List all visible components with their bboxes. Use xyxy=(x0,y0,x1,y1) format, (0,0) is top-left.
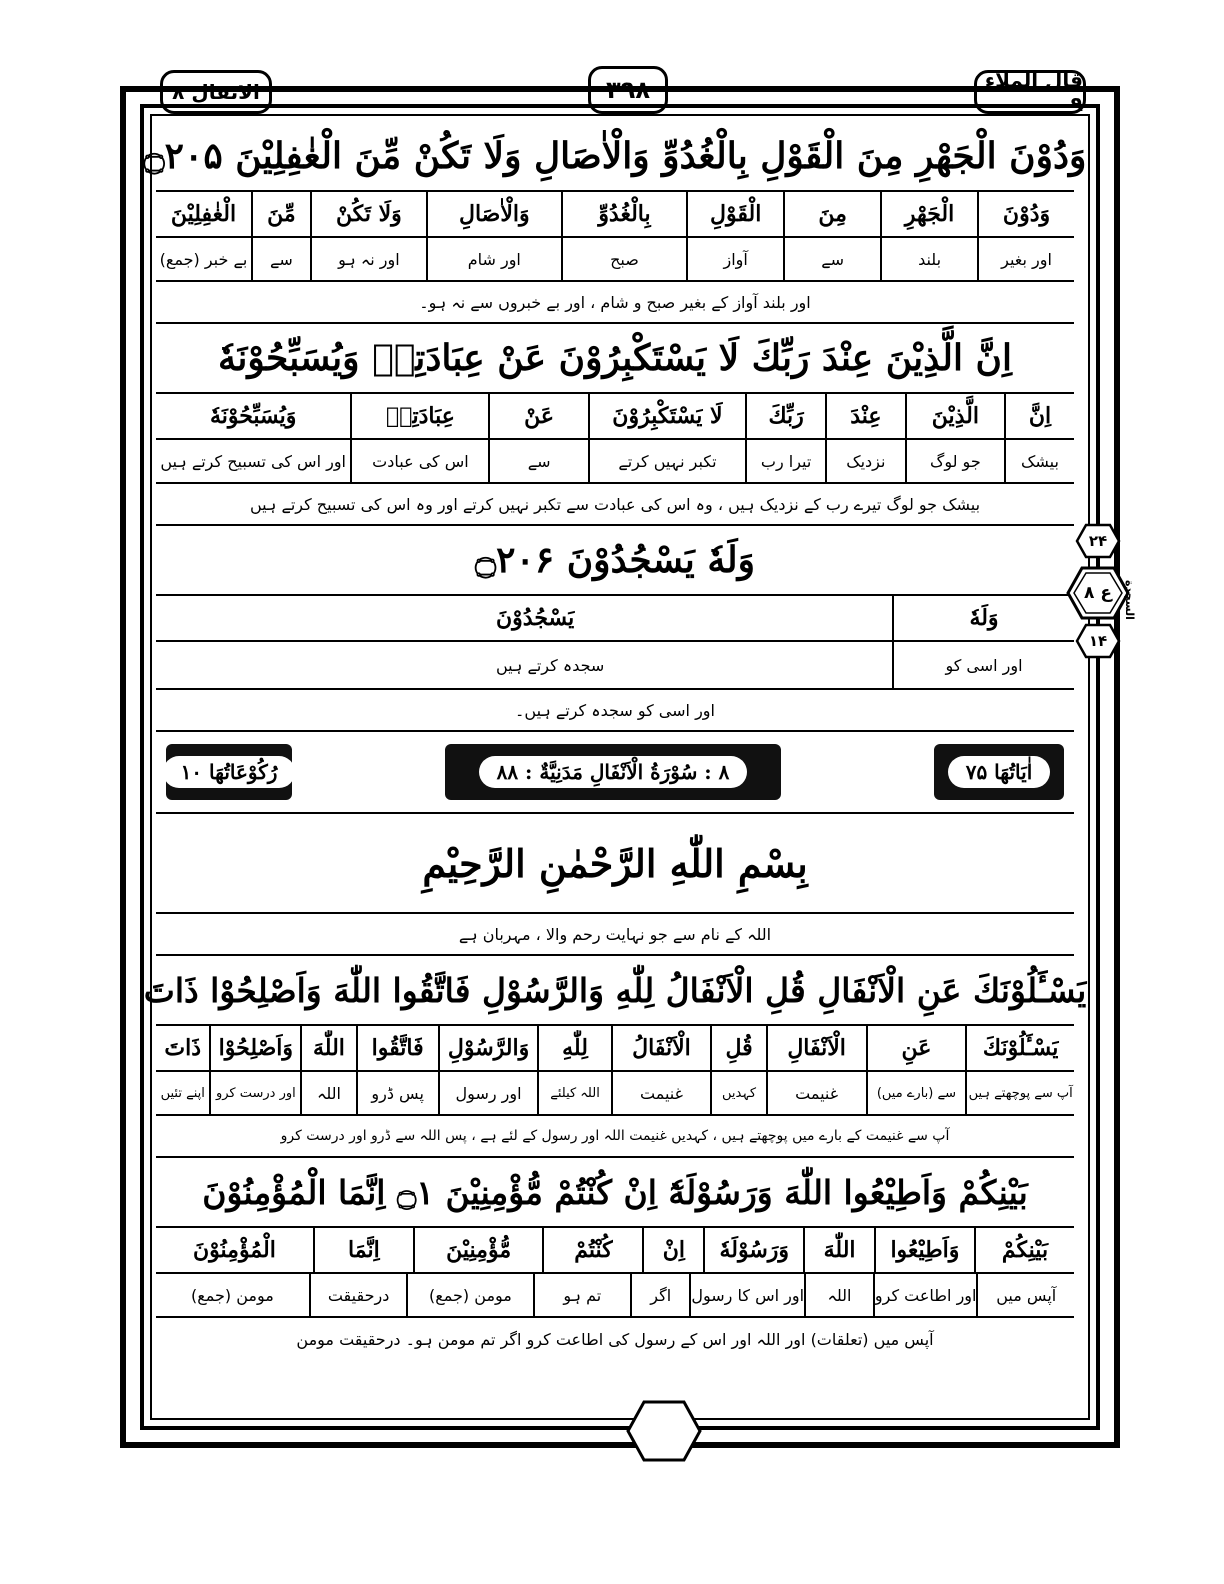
word-cell: اللّٰهَ xyxy=(300,1026,355,1070)
word-cell: اِنْ xyxy=(642,1228,703,1272)
surah-title-banner: ۸ : سُوْرَةُ الْاَنْفَالِ مَدَنِيَّةٌ : ۸۸ xyxy=(445,744,781,800)
meaning-cell: اور شام xyxy=(426,238,561,280)
word-cell: عَنِ xyxy=(866,1026,966,1070)
surah-banner-row xyxy=(156,732,1074,814)
meaning-cell: درحقیقت xyxy=(309,1274,407,1316)
meaning-cell: اس کی عبادت xyxy=(350,440,488,482)
meaning-cell: نزدیک xyxy=(825,440,905,482)
word-cell: مِنَ xyxy=(783,192,880,236)
meaning-cell: تم ہو xyxy=(533,1274,631,1316)
word-cell: اِنَّمَا xyxy=(313,1228,413,1272)
word-cell: وَاَطِيْعُوا xyxy=(874,1228,974,1272)
meaning-row xyxy=(156,1072,1074,1116)
word-cell: بَيْنِكُمْ xyxy=(974,1228,1074,1272)
word-cell: فَاتَّقُوا xyxy=(356,1026,438,1070)
meaning-row xyxy=(156,642,1074,690)
meaning-cell: بے خبر (جمع) xyxy=(159,249,248,269)
meaning-cell: تیرا رب xyxy=(745,440,825,482)
meaning-cell: آواز xyxy=(686,238,783,280)
word-cell: الَّذِيْنَ xyxy=(905,394,1004,438)
verse-line: وَدُوْنَ الْجَهْرِ مِنَ الْقَوْلِ بِالْغُدُوِّ وَالْاٰصَالِ وَلَا تَكُنْ مِّنَ الْغٰفِلِيْنَ ۝۲۰۵ xyxy=(156,122,1074,192)
verse-line: بَيْنِكُمْ وَاَطِيْعُوا اللّٰهَ وَرَسُوْلَهٗٓ اِنْ كُنْتُمْ مُّؤْمِنِيْنَ ۝۱ اِنَّمَا الْمُؤْمِنُوْنَ xyxy=(156,1158,1074,1228)
ayat-count-banner: اٰيَاتُهَا ۷۵ xyxy=(934,744,1064,800)
meaning-row xyxy=(156,238,1074,282)
word-row xyxy=(156,394,1074,440)
meaning-cell: اور نہ ہو xyxy=(310,238,426,280)
ruku-count-banner: رُكُوْعَاتُهَا ۱۰ xyxy=(166,744,292,800)
translation-line: اور اسی کو سجدہ کرتے ہیں۔ xyxy=(156,690,1074,732)
meaning-cell: سے xyxy=(783,238,880,280)
sajda-marker: السجدة xyxy=(1123,580,1136,620)
word-cell: الْاَنْفَالُ xyxy=(611,1026,711,1070)
word-cell: عِنْدَ xyxy=(825,394,905,438)
meaning-cell: آپس میں xyxy=(976,1274,1074,1316)
word-cell: وَلَهٗ xyxy=(892,596,1074,640)
page-content xyxy=(143,122,1087,1360)
word-cell: الْقَوْلِ xyxy=(686,192,783,236)
meaning-cell: اللہ xyxy=(804,1274,873,1316)
margin-number-top: ۲۴ xyxy=(1076,524,1120,558)
word-cell: بِالْغُدُوِّ xyxy=(561,192,686,236)
word-cell: الْجَهْرِ xyxy=(880,192,977,236)
meaning-cell: صبح xyxy=(561,238,686,280)
word-cell: وَيُسَبِّحُوْنَهٗ xyxy=(209,403,297,429)
meaning-cell: پس ڈرو xyxy=(356,1072,438,1114)
word-cell: الْاَنْفَالِ xyxy=(766,1026,866,1070)
word-row xyxy=(156,596,1074,642)
bismillah-translation: اللہ کے نام سے جو نہایت رحم والا ، مہربان ہے xyxy=(156,914,1074,956)
bismillah: بِسْمِ اللّٰهِ الرَّحْمٰنِ الرَّحِيْمِ xyxy=(156,814,1074,914)
word-cell: عِبَادَتِهٖ xyxy=(350,394,488,438)
meaning-cell: اللہ xyxy=(300,1072,355,1114)
word-cell: اِنَّ xyxy=(1004,394,1074,438)
translation-line: بیشک جو لوگ تیرے رب کے نزدیک ہیں ، وہ اس کی عبادت سے تکبر نہیں کرتے اور وہ اس کی تسبیح کرتے ہیں xyxy=(156,484,1074,526)
word-cell: كُنْتُمْ xyxy=(542,1228,642,1272)
word-cell: عَنْ xyxy=(488,394,587,438)
word-cell: اللّٰهَ xyxy=(803,1228,874,1272)
verse-line: يَسْـَٔلُوْنَكَ عَنِ الْاَنْفَالِ قُلِ الْاَنْفَالُ لِلّٰهِ وَالرَّسُوْلِ فَاتَّقُوا اللّٰهَ وَاَصْلِحُوْا ذَاتَ xyxy=(156,956,1074,1026)
word-cell: مِّنَ xyxy=(251,192,310,236)
verse-line: اِنَّ الَّذِيْنَ عِنْدَ رَبِّكَ لَا يَسْتَكْبِرُوْنَ عَنْ عِبَادَتِهٖ وَيُسَبِّحُوْنَهٗ xyxy=(156,324,1074,394)
word-cell: لِلّٰهِ xyxy=(537,1026,610,1070)
header-juz-name: قال الملاء ۹ xyxy=(974,70,1086,114)
word-cell: لَا يَسْتَكْبِرُوْنَ xyxy=(588,394,746,438)
header-surah-name: الانفال ۸ xyxy=(160,70,272,114)
meaning-cell: مومن (جمع) xyxy=(190,1285,274,1305)
meaning-row xyxy=(156,440,1074,484)
word-cell: وَرَسُوْلَهٗ xyxy=(703,1228,803,1272)
margin-number-bottom: ۱۴ xyxy=(1076,624,1120,658)
word-cell: وَاَصْلِحُوْا xyxy=(209,1026,300,1070)
meaning-cell: تکبر نہیں کرتے xyxy=(588,440,746,482)
word-cell: مُّؤْمِنِيْنَ xyxy=(413,1228,542,1272)
word-cell: وَالرَّسُوْلِ xyxy=(438,1026,538,1070)
meaning-cell: آپ سے پوچھتے ہیں xyxy=(965,1072,1074,1114)
meaning-cell: سے xyxy=(251,238,310,280)
word-cell: يَسْـَٔلُوْنَكَ xyxy=(965,1026,1074,1070)
meaning-cell: اور اس کی تسبیح کرتے ہیں xyxy=(160,451,346,471)
word-cell: وَالْاٰصَالِ xyxy=(426,192,561,236)
meaning-cell: سے (بارے میں) xyxy=(866,1072,966,1114)
word-cell: الْغٰفِلِيْنَ xyxy=(170,201,237,227)
meaning-cell: غنیمت xyxy=(766,1072,866,1114)
word-row xyxy=(156,1228,1074,1274)
word-row xyxy=(156,192,1074,238)
word-row xyxy=(156,1026,1074,1072)
meaning-cell: اور درست کرو xyxy=(209,1072,300,1114)
meaning-cell: اور اس کا رسول xyxy=(689,1274,804,1316)
meaning-cell: اور اطاعت کرو xyxy=(873,1274,977,1316)
bottom-hexagon-ornament xyxy=(626,1400,702,1462)
meaning-cell: سے xyxy=(488,440,587,482)
meaning-cell: بیشک xyxy=(1004,440,1074,482)
word-cell: وَدُوْنَ xyxy=(977,192,1074,236)
translation-line: آپ سے غنیمت کے بارے میں پوچھتے ہیں ، کہدیں غنیمت اللہ اور رسول کے لئے ہے ، پس اللہ سے ڈرو اور درست کرو xyxy=(156,1116,1074,1158)
verse-line: وَلَهٗ يَسْجُدُوْنَ ۝۲۰۶ xyxy=(156,526,1074,596)
meaning-row xyxy=(156,1274,1074,1318)
meaning-cell: غنیمت xyxy=(611,1072,711,1114)
meaning-cell: اور اسی کو xyxy=(892,642,1074,688)
meaning-cell: مومن (جمع) xyxy=(406,1274,532,1316)
word-cell: يَسْجُدُوْنَ xyxy=(496,605,575,631)
meaning-cell: اپنے تئیں xyxy=(160,1085,205,1101)
translation-line: اور بلند آواز کے بغیر صبح و شام ، اور بے خبروں سے نہ ہو۔ xyxy=(156,282,1074,324)
word-cell: رَبِّكَ xyxy=(745,394,825,438)
word-cell: وَلَا تَكُنْ xyxy=(310,192,426,236)
meaning-cell: جو لوگ xyxy=(905,440,1004,482)
meaning-cell: اور رسول xyxy=(438,1072,538,1114)
meaning-cell: اللہ کیلئے xyxy=(537,1072,610,1114)
ruku-marker: ع ۸ xyxy=(1066,566,1130,620)
page-number: ۳۹۸ xyxy=(588,66,668,114)
meaning-cell: اور بغیر xyxy=(977,238,1074,280)
meaning-cell: کہدیں xyxy=(710,1072,765,1114)
meaning-cell: اگر xyxy=(630,1274,689,1316)
meaning-cell: بلند xyxy=(880,238,977,280)
translation-line: آپس میں (تعلقات) اور اللہ اور اس کے رسول کی اطاعت کرو اگر تم مومن ہو۔ درحقیقت مومن xyxy=(296,1329,934,1349)
word-cell: قُلِ xyxy=(710,1026,765,1070)
word-cell: ذَاتَ xyxy=(164,1035,202,1061)
word-cell: الْمُؤْمِنُوْنَ xyxy=(193,1237,276,1263)
meaning-cell: سجدہ کرتے ہیں xyxy=(496,655,605,675)
